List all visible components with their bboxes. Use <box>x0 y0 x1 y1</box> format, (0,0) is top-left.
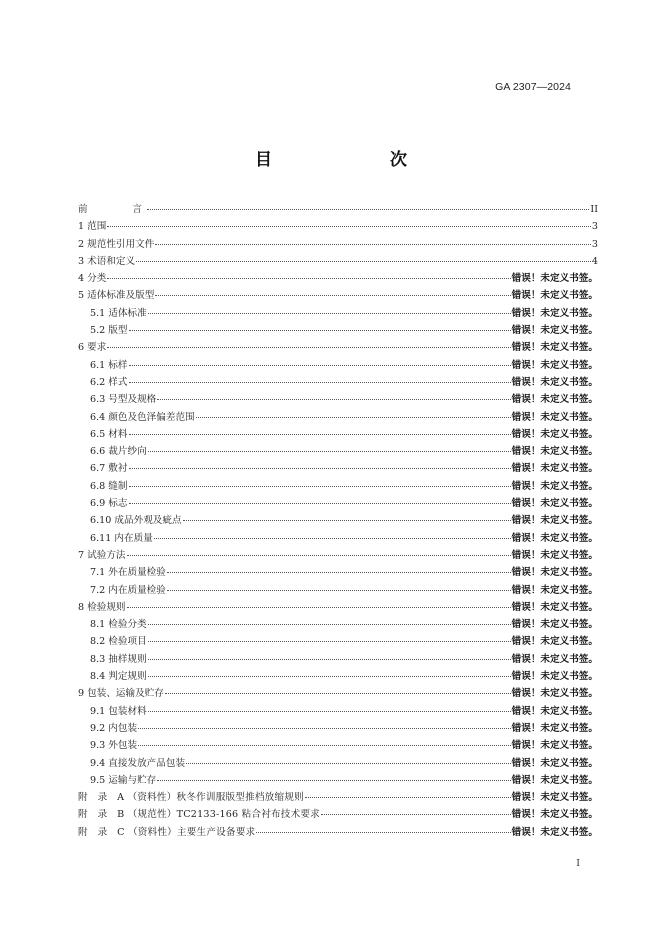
toc-entry-error-text: 错误！未定义书签。 <box>511 688 598 700</box>
toc-entry-label: 5 适体标准及版型 <box>78 290 155 302</box>
dot-leader <box>148 624 511 625</box>
toc-entry-error-text: 错误！未定义书签。 <box>511 290 598 302</box>
dot-leader <box>107 278 510 279</box>
dot-leader <box>129 486 511 487</box>
toc-entry-error-text: 错误！未定义书签。 <box>511 757 598 769</box>
toc-entry[interactable] <box>78 616 598 633</box>
toc-entry-label: 6.2 样式 <box>90 376 128 388</box>
toc-entry-error-text: 错误！未定义书签。 <box>511 774 598 786</box>
dot-leader <box>148 313 511 314</box>
toc-entry-error-text: 错误！未定义书签。 <box>511 463 598 475</box>
toc-entry-label: 8.4 判定规则 <box>90 671 147 683</box>
dot-leader <box>138 728 511 729</box>
toc-entry-error-text: 错误！未定义书签。 <box>511 601 598 613</box>
toc-entry[interactable] <box>78 599 598 616</box>
toc-entry-error-text: 错误！未定义书签。 <box>511 498 598 510</box>
dot-leader <box>256 832 510 833</box>
dot-leader <box>167 590 511 591</box>
dot-leader <box>107 226 591 227</box>
toc-entry[interactable] <box>78 391 598 408</box>
toc-entry-label: 附 录 A （资料性）秋冬作训服版型推档放缩规则 <box>78 792 304 804</box>
toc-entry[interactable] <box>78 443 598 460</box>
toc-entry[interactable] <box>78 720 598 737</box>
toc-entry[interactable] <box>78 755 598 772</box>
dot-leader <box>129 503 511 504</box>
dot-leader <box>321 814 511 815</box>
toc-entry-error-text: 错误！未定义书签。 <box>511 411 598 423</box>
toc-entry-page: 3 <box>591 238 598 250</box>
toc-entry[interactable] <box>78 339 598 356</box>
toc-entry[interactable] <box>78 703 598 720</box>
toc-entry-error-text: 错误！未定义书签。 <box>511 705 598 717</box>
dot-leader <box>154 538 511 539</box>
dot-leader <box>127 555 511 556</box>
toc-entry-error-text: 错误！未定义书签。 <box>511 376 598 388</box>
dot-leader <box>129 330 511 331</box>
toc-entry-error-text: 错误！未定义书签。 <box>511 359 598 371</box>
dot-leader <box>165 693 511 694</box>
toc-entry-error-text: 错误！未定义书签。 <box>511 342 598 354</box>
toc-entry-label: 6.5 材料 <box>90 428 128 440</box>
toc-entry-label: 8.3 抽样规则 <box>90 653 147 665</box>
toc-entry-error-text: 错误！未定义书签。 <box>511 826 598 838</box>
toc-entry-label: 5.1 适体标准 <box>90 307 147 319</box>
toc-entry-label: 9 包装、运输及贮存 <box>78 688 164 700</box>
toc-entry-label: 6.6 裁片纱向 <box>90 446 147 458</box>
toc-entry[interactable] <box>78 236 598 253</box>
dot-leader <box>183 520 511 521</box>
toc-entry-error-text: 错误！未定义书签。 <box>511 809 598 821</box>
dot-leader <box>129 365 511 366</box>
dot-leader <box>129 434 511 435</box>
dot-leader <box>148 659 511 660</box>
toc-entry[interactable] <box>78 824 598 841</box>
toc-entry-label: 6.1 标样 <box>90 359 128 371</box>
dot-leader <box>157 399 510 400</box>
toc-entry-label: 8.2 检验项目 <box>90 636 147 648</box>
dot-leader <box>138 745 511 746</box>
dot-leader <box>186 763 511 764</box>
toc-entry-error-text: 错误！未定义书签。 <box>511 722 598 734</box>
toc-entry-label: 7.2 内在质量检验 <box>90 584 166 596</box>
toc-entry[interactable] <box>78 737 598 754</box>
toc-entry-label: 6.7 敷衬 <box>90 463 128 475</box>
toc-entry-label: 9.2 内包装 <box>90 722 138 734</box>
toc-entry[interactable] <box>78 651 598 668</box>
toc-entry-label: 附 录 C （资料性）主要生产设备要求 <box>78 826 256 838</box>
toc-entry-page: 3 <box>591 221 598 233</box>
toc-entry-label: 7.1 外在质量检验 <box>90 567 166 579</box>
toc-entry[interactable] <box>78 806 598 823</box>
page-title: 目 次 <box>255 150 435 170</box>
dot-leader <box>127 607 511 608</box>
toc-entry-label: 6 要求 <box>78 342 107 354</box>
toc-entry-label: 8.1 检验分类 <box>90 619 147 631</box>
dot-leader <box>148 711 511 712</box>
toc-entry-label: 6.4 颜色及色泽偏差范围 <box>90 411 195 423</box>
toc-entry-label: 附 录 B （规范性）TC2133-166 粘合衬布技术要求 <box>78 809 320 821</box>
toc-entry-error-text: 错误！未定义书签。 <box>511 273 598 285</box>
toc-entry-error-text: 错误！未定义书签。 <box>511 567 598 579</box>
toc-entry[interactable] <box>78 253 598 270</box>
toc-entry-error-text: 错误！未定义书签。 <box>511 515 598 527</box>
toc-entry-error-text: 错误！未定义书签。 <box>511 584 598 596</box>
toc-entry-error-text: 错误！未定义书签。 <box>511 619 598 631</box>
toc-entry-label: 6.10 成品外观及疵点 <box>90 515 182 527</box>
page-number: I <box>576 858 580 869</box>
toc-entry-error-text: 错误！未定义书签。 <box>511 671 598 683</box>
toc-entry-label: 前 言 <box>78 204 146 215</box>
toc-entry-label: 3 术语和定义 <box>78 255 136 267</box>
dot-leader <box>305 797 511 798</box>
toc-entry-error-text: 错误！未定义书签。 <box>511 446 598 458</box>
toc-entry[interactable] <box>78 685 598 702</box>
dot-leader <box>129 382 511 383</box>
toc-entry[interactable] <box>78 478 598 495</box>
toc-entry[interactable] <box>78 409 598 426</box>
toc-entry[interactable] <box>78 772 598 789</box>
toc-entry-error-text: 错误！未定义书签。 <box>511 532 598 544</box>
toc-entry[interactable] <box>78 789 598 806</box>
toc-entry[interactable] <box>78 668 598 685</box>
dot-leader <box>196 417 511 418</box>
toc-entry[interactable] <box>78 287 598 304</box>
toc-entry-error-text: 错误！未定义书签。 <box>511 549 598 561</box>
toc-entry-page: II <box>590 204 598 215</box>
toc-entry[interactable] <box>78 270 598 287</box>
toc-entry-label: 5.2 版型 <box>90 325 128 337</box>
toc-entry-page: 4 <box>591 255 598 267</box>
toc-entry-error-text: 错误！未定义书签。 <box>511 636 598 648</box>
dot-leader <box>148 676 511 677</box>
dot-leader <box>155 295 510 296</box>
toc-entry-label: 7 试验方法 <box>78 549 126 561</box>
toc-entry-error-text: 错误！未定义书签。 <box>511 792 598 804</box>
toc-entry[interactable] <box>78 512 598 529</box>
toc-entry[interactable] <box>78 460 598 477</box>
toc-entry-error-text: 错误！未定义书签。 <box>511 307 598 319</box>
dot-leader <box>148 641 511 642</box>
toc-entry[interactable] <box>78 633 598 650</box>
toc-entry-label: 9.1 包装材料 <box>90 705 147 717</box>
toc-entry-error-text: 错误！未定义书签。 <box>511 325 598 337</box>
toc-entry[interactable] <box>78 305 598 322</box>
dot-leader <box>157 780 510 781</box>
toc-entry-label: 6.11 内在质量 <box>90 532 153 544</box>
toc-entry-label: 8 检验规则 <box>78 601 126 613</box>
toc-entry[interactable] <box>78 374 598 391</box>
toc-entry-label: 6.9 标志 <box>90 498 128 510</box>
toc-entry[interactable] <box>78 357 598 374</box>
dot-leader <box>155 244 591 245</box>
toc-entry-label: 2 规范性引用文件 <box>78 238 155 250</box>
standard-code: GA 2307—2024 <box>495 81 571 93</box>
dot-leader <box>107 347 510 348</box>
dot-leader <box>167 572 511 573</box>
toc-entry-error-text: 错误！未定义书签。 <box>511 740 598 752</box>
toc-entry-label: 9.3 外包装 <box>90 740 138 752</box>
toc-entry-label: 1 范围 <box>78 221 107 233</box>
toc-entry[interactable] <box>78 564 598 581</box>
dot-leader <box>148 451 511 452</box>
toc-entry-label: 6.3 号型及规格 <box>90 394 157 406</box>
toc-entry-error-text: 错误！未定义书签。 <box>511 653 598 665</box>
toc-entry[interactable] <box>78 322 598 339</box>
dot-leader <box>129 468 511 469</box>
toc-entry[interactable] <box>78 426 598 443</box>
toc-entry-error-text: 错误！未定义书签。 <box>511 428 598 440</box>
toc-entry-error-text: 错误！未定义书签。 <box>511 394 598 406</box>
dot-leader <box>136 261 591 262</box>
toc-entry[interactable] <box>78 218 598 235</box>
toc-entry[interactable] <box>78 547 598 564</box>
toc-entry[interactable] <box>78 201 598 218</box>
dot-leader <box>147 209 589 210</box>
toc-entry[interactable] <box>78 530 598 547</box>
table-of-contents <box>78 201 598 841</box>
toc-entry-error-text: 错误！未定义书签。 <box>511 480 598 492</box>
toc-entry-label: 6.8 缝制 <box>90 480 128 492</box>
toc-entry-label: 4 分类 <box>78 273 107 285</box>
toc-entry-label: 9.5 运输与贮存 <box>90 774 157 786</box>
toc-entry-label: 9.4 直接发放产品包装 <box>90 757 186 769</box>
toc-entry[interactable] <box>78 495 598 512</box>
toc-entry[interactable] <box>78 582 598 599</box>
